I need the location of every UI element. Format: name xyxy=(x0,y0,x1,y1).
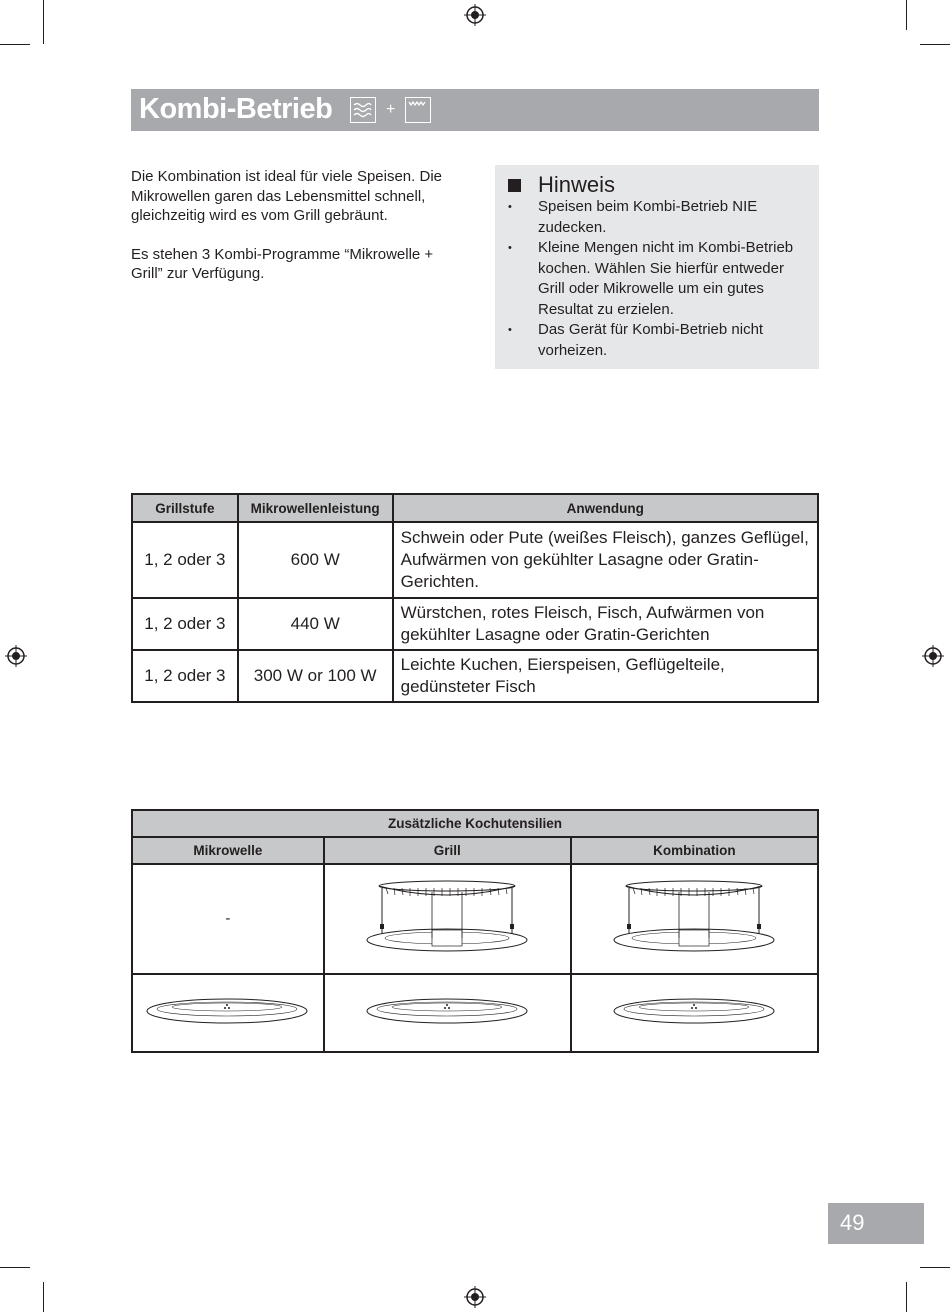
utensil-cell xyxy=(324,974,571,1052)
hint-list xyxy=(508,197,810,361)
power-cell: 440 W xyxy=(238,598,393,650)
column-header: Kombination xyxy=(571,837,818,864)
utensil-cell xyxy=(571,864,818,974)
table-row xyxy=(132,522,818,598)
crop-mark xyxy=(906,0,907,30)
utensil-cell xyxy=(571,974,818,1052)
grill-rack-on-turntable-icon xyxy=(609,878,779,956)
plus-sign: + xyxy=(386,101,396,118)
hint-item: • Kleine Mengen nicht im Kombi-Betrieb kochen. Wählen Sie hierfür entweder Grill oder Mikrowelle um ein gutes Resultat zu erzielen. xyxy=(508,238,810,320)
table-header-row xyxy=(132,494,818,522)
registration-mark-icon xyxy=(464,4,486,26)
square-bullet-icon xyxy=(508,179,521,192)
hint-item: • Das Gerät für Kombi-Betrieb nicht vorheizen. xyxy=(508,320,810,361)
combi-programs-table xyxy=(131,493,819,703)
table-row xyxy=(132,864,818,974)
microwave-waves-icon xyxy=(350,97,376,123)
turntable-plate-icon xyxy=(365,995,530,1027)
grill-level-cell: 1, 2 oder 3 xyxy=(132,522,238,598)
empty-cell xyxy=(132,864,324,974)
column-header: Mikrowelle xyxy=(132,837,324,864)
table-title-row xyxy=(132,810,818,837)
table-row xyxy=(132,974,818,1052)
table-row xyxy=(132,650,818,702)
utensil-cell xyxy=(132,974,324,1052)
utensil-cell xyxy=(324,864,571,974)
intro-paragraph: Die Kombination ist ideal für viele Speisen. Die Mikrowellen garen das Lebensmittel schnell, gleichzeitig wird es vom Grill gebräunt. xyxy=(131,168,442,224)
hint-item: • Speisen beim Kombi-Betrieb NIE zudecken. xyxy=(508,197,810,238)
registration-mark-icon xyxy=(922,645,944,667)
grill-level-cell: 1, 2 oder 3 xyxy=(132,650,238,702)
use-cell: Würstchen, rotes Fleisch, Fisch, Aufwärmen von gekühlter Lasagne oder Gratin-Gerichten xyxy=(393,598,818,650)
grill-element-icon xyxy=(405,97,431,123)
hint-header xyxy=(508,172,615,198)
hint-box xyxy=(495,165,819,369)
power-cell: 600 W xyxy=(238,522,393,598)
power-cell: 300 W or 100 W xyxy=(238,650,393,702)
table-title: Zusätzliche Kochutensilien xyxy=(132,810,818,837)
intro-text xyxy=(131,167,451,303)
grill-rack-on-turntable-icon xyxy=(362,878,532,956)
utensils-table xyxy=(131,809,819,1053)
table-row xyxy=(132,598,818,650)
dash-text: - xyxy=(225,910,231,927)
column-header: Anwendung xyxy=(393,494,818,522)
column-header: Grillstufe xyxy=(132,494,238,522)
hint-title: Hinweis xyxy=(538,172,616,197)
registration-mark-icon xyxy=(5,645,27,667)
crop-mark xyxy=(920,44,950,45)
column-header: Grill xyxy=(324,837,571,864)
grill-level-cell: 1, 2 oder 3 xyxy=(132,598,238,650)
crop-mark xyxy=(0,44,30,45)
use-cell: Leichte Kuchen, Eierspeisen, Geflügelteile, gedünsteter Fisch xyxy=(393,650,818,702)
turntable-plate-icon xyxy=(145,995,310,1027)
intro-paragraph: Es stehen 3 Kombi-Programme “Mikrowelle + Grill” zur Verfügung. xyxy=(131,245,434,282)
crop-mark xyxy=(43,1282,44,1312)
use-cell: Schwein oder Pute (weißes Fleisch), ganzes Geflügel, Aufwärmen von gekühlter Lasagne oder Gratin-Gerichten. xyxy=(393,522,818,598)
column-header: Mikrowellenleistung xyxy=(238,494,393,522)
crop-mark xyxy=(0,1267,30,1268)
crop-mark xyxy=(920,1267,950,1268)
page-number: 49 xyxy=(840,1210,865,1235)
turntable-plate-icon xyxy=(612,995,777,1027)
page-number-box xyxy=(828,1203,924,1244)
crop-mark xyxy=(43,0,44,44)
crop-mark xyxy=(906,1282,907,1312)
page-title: Kombi-Betrieb xyxy=(139,93,333,125)
section-title-bar xyxy=(131,89,819,131)
registration-mark-icon xyxy=(464,1286,486,1308)
table-header-row xyxy=(132,837,818,864)
mode-icons xyxy=(350,95,431,125)
